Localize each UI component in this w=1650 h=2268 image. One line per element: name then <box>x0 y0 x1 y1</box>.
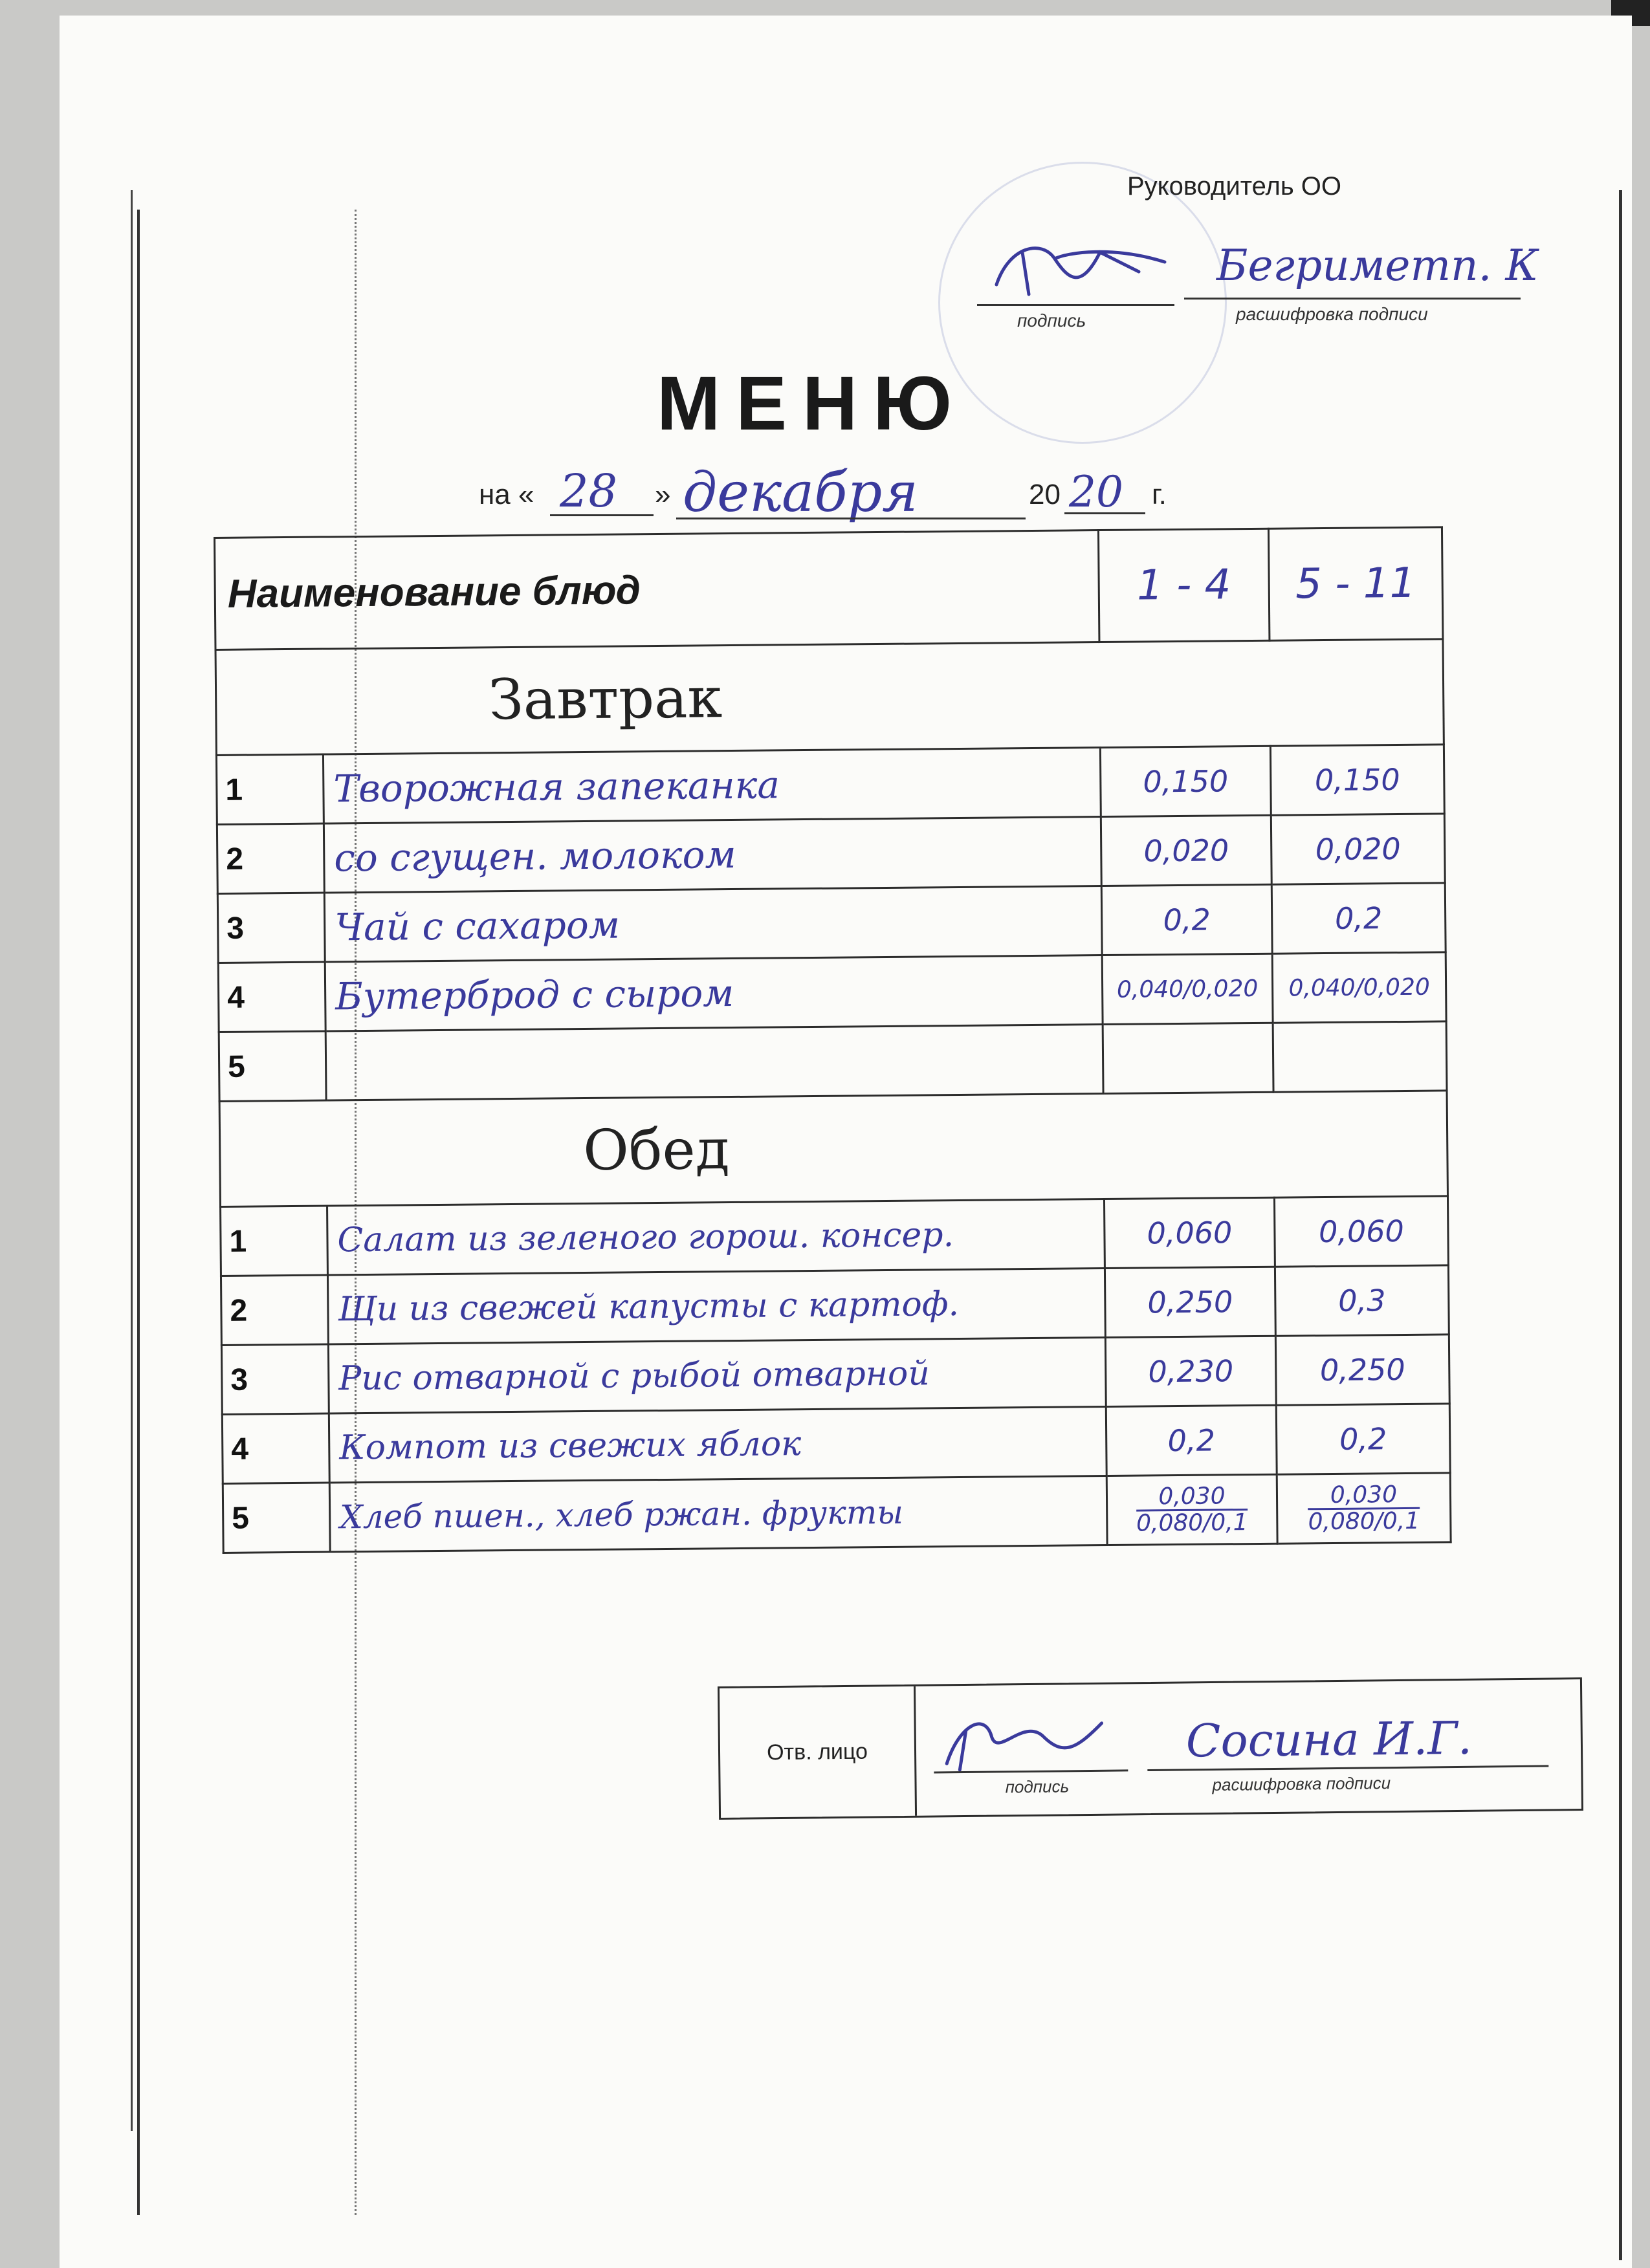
qty-5-11 <box>1273 1021 1447 1092</box>
qty-5-11 <box>1277 1473 1451 1543</box>
qty-1-4: 0,040/0,020 <box>1102 954 1273 1024</box>
dish-name: Салат из зеленого горош. консер. <box>327 1199 1105 1275</box>
qty-1-4: 0,150 <box>1100 746 1271 816</box>
fraction-top: 0,030 <box>1308 1482 1420 1509</box>
table-row <box>221 1265 1449 1346</box>
table-row <box>218 952 1446 1032</box>
scan-fold-line <box>137 210 140 2215</box>
date-prefix: на « <box>479 479 534 510</box>
table-row <box>221 1335 1449 1415</box>
month-line <box>676 518 1026 519</box>
signature-line <box>977 304 1174 306</box>
resp-signature-caption: подпись <box>1005 1776 1070 1797</box>
row-number: 2 <box>217 823 324 893</box>
fraction-bottom: 0,080/0,1 <box>1136 1509 1248 1537</box>
row-number: 3 <box>217 893 325 963</box>
resp-name-caption: расшифровка подписи <box>1212 1773 1391 1795</box>
qty-1-4 <box>1106 1474 1277 1545</box>
name-caption: расшифровка подписи <box>1236 304 1428 324</box>
header-dish-name: Наименование блюд <box>215 530 1099 650</box>
qty-5-11: 0,2 <box>1271 883 1446 954</box>
table-row <box>221 1196 1449 1276</box>
section-lunch-row <box>219 1091 1447 1207</box>
date-day: 28 <box>560 464 618 518</box>
row-number: 1 <box>221 1206 328 1276</box>
qty-5-11: 0,2 <box>1276 1404 1450 1474</box>
menu-table <box>214 526 1452 1554</box>
dish-name: со сгущен. молоком <box>324 817 1101 893</box>
approval-title: Руководитель ОО <box>1127 172 1342 201</box>
qty-1-4: 0,060 <box>1104 1197 1275 1268</box>
qty-1-4: 0,2 <box>1106 1405 1277 1476</box>
dish-name: Чай с сахаром <box>324 886 1102 962</box>
qty-5-11: 0,020 <box>1271 814 1445 884</box>
header-age-5-11: 5 - 11 <box>1268 527 1442 640</box>
row-number: 1 <box>216 754 324 824</box>
qty-5-11: 0,250 <box>1275 1335 1449 1405</box>
director-signature <box>984 233 1178 304</box>
date-tail: г. <box>1152 479 1167 510</box>
row-number: 4 <box>218 962 325 1032</box>
responsible-signature <box>933 1704 1115 1777</box>
qty-fraction <box>1136 1484 1248 1536</box>
qty-5-11: 0,060 <box>1274 1196 1448 1267</box>
dish-name: Творожная запеканка <box>323 748 1101 823</box>
year-line <box>1064 512 1145 514</box>
fraction-bottom: 0,080/0,1 <box>1308 1507 1420 1535</box>
qty-1-4 <box>1103 1023 1273 1093</box>
responsible-box <box>718 1677 1583 1820</box>
responsible-name-handwritten: Сосина И.Г. <box>1185 1711 1473 1768</box>
table-row <box>217 883 1446 963</box>
date-mid: » <box>655 479 671 510</box>
table-row <box>223 1473 1451 1553</box>
date-month: декабря <box>683 461 918 524</box>
row-number: 5 <box>219 1031 326 1101</box>
row-number: 2 <box>221 1275 328 1345</box>
qty-1-4: 0,250 <box>1105 1267 1275 1337</box>
date-year-suffix: 20 <box>1069 467 1123 517</box>
qty-5-11: 0,040/0,020 <box>1272 952 1446 1023</box>
section-lunch-label: Обед <box>219 1091 1447 1207</box>
fraction-top: 0,030 <box>1136 1484 1248 1511</box>
section-breakfast-row <box>215 639 1444 756</box>
director-name-handwritten: Бегриметп. К <box>1216 241 1539 290</box>
row-number: 3 <box>221 1344 329 1414</box>
section-breakfast-label: Завтрак <box>215 639 1444 756</box>
table-row <box>217 814 1445 894</box>
dish-name: Щи из свежей капусты с картоф. <box>327 1269 1105 1344</box>
scan-right-edge <box>1619 190 1622 2260</box>
dish-name: Рис отварной с рыбой отварной <box>328 1338 1106 1413</box>
qty-5-11: 0,150 <box>1270 745 1444 815</box>
qty-1-4: 0,2 <box>1101 884 1272 955</box>
date-year-prefix: 20 <box>1029 479 1061 510</box>
header-age-1-4: 1 - 4 <box>1098 529 1269 642</box>
table-header-row <box>215 527 1443 650</box>
menu-table-wrapper <box>214 526 1491 1591</box>
dish-name: Компот из свежих яблок <box>329 1407 1106 1483</box>
day-line <box>550 514 654 516</box>
qty-fraction <box>1308 1482 1420 1534</box>
menu-title: МЕНЮ <box>657 361 967 446</box>
responsible-label: Отв. лицо <box>720 1686 917 1818</box>
name-line <box>1184 298 1521 300</box>
row-number: 4 <box>222 1413 329 1483</box>
qty-5-11: 0,3 <box>1275 1265 1449 1336</box>
table-row <box>219 1021 1447 1102</box>
qty-1-4: 0,230 <box>1105 1336 1276 1406</box>
table-row <box>216 745 1444 825</box>
dish-name: Бутерброд с сыром <box>325 955 1103 1031</box>
row-number: 5 <box>223 1483 330 1553</box>
dish-name: Хлеб пшен., хлеб ржан. фрукты <box>329 1476 1107 1552</box>
dish-name <box>325 1025 1103 1100</box>
qty-1-4: 0,020 <box>1101 815 1271 886</box>
table-row <box>222 1404 1450 1484</box>
signature-caption: подпись <box>1017 311 1086 331</box>
